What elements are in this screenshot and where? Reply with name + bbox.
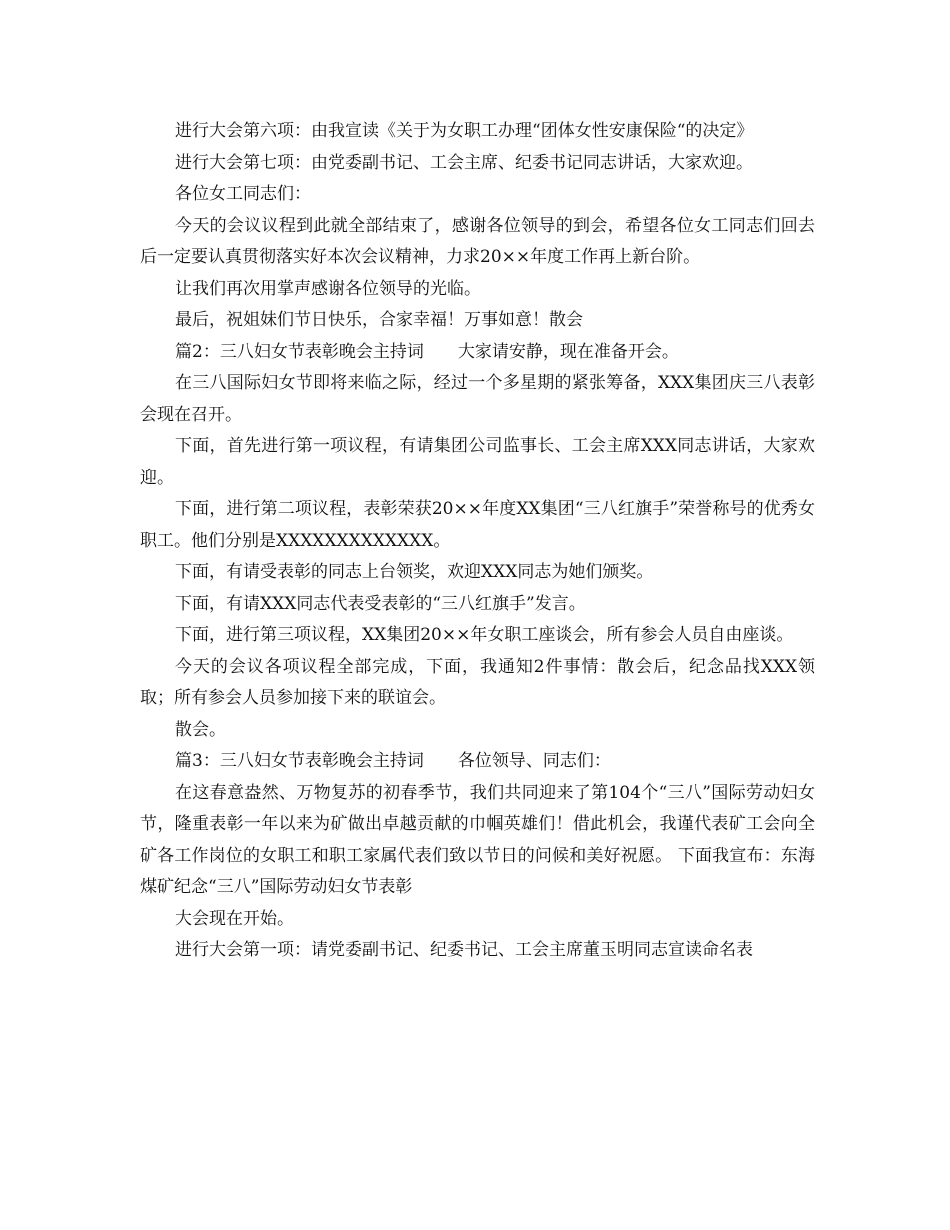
section-heading: 篇3：三八妇女节表彰晚会主持词 各位领导、同志们： <box>175 751 611 771</box>
paragraph: 下面，首先进行第一项议程，有请集团公司监事长、工会主席XXX同志讲话，大家欢迎。 <box>140 436 815 488</box>
paragraph: 在这春意盎然、万物复苏的初春季节，我们共同迎来了第104个“三八”国际劳动妇女节，隆重表彰一年以来为矿做出卓越贡献的巾帼英雄们！借此机会，我谨代表矿工会向全矿各工作岗位的女职工和职工家属代表们致以节日的问候和美好祝愿。 下面我宣布：东海煤矿纪念“三八”国际劳动妇女节表彰 <box>140 782 815 897</box>
paragraph: 让我们再次用掌声感谢各位领导的光临。 <box>175 278 482 299</box>
section-heading: 篇2：三八妇女节表彰晚会主持词 大家请安静，现在准备开会。 <box>175 341 679 362</box>
paragraph: 大会现在开始。 <box>175 908 295 929</box>
paragraph: 进行大会第七项：由党委副书记、工会主席、纪委书记同志讲话，大家欢迎。 <box>175 152 754 173</box>
paragraph: 下面，有请受表彰的同志上台领奖，欢迎XXX同志为她们颁奖。 <box>175 562 654 582</box>
paragraph: 今天的会议各项议程全部完成，下面，我通知2件事情：散会后，纪念品找XXX领取；所有参会人员参加接下来的联谊会。 <box>140 656 815 708</box>
paragraph: 在三八国际妇女节即将来临之际，经过一个多星期的紧张筹备，XXX集团庆三八表彰会现在召开。 <box>140 373 815 425</box>
paragraph: 进行大会第一项：请党委副书记、纪委书记、工会主席董玉明同志宣读命名表 <box>175 940 754 960</box>
paragraph: 进行大会第六项：由我宣读《关于为女职工办理“团体女性安康保险“的决定》 <box>175 121 754 141</box>
paragraph: 下面，进行第二项议程，表彰荣获20××年度XX集团“三八红旗手”荣誉称号的优秀女职工。他们分别是XXXXXXXXXXXXX。 <box>140 499 815 551</box>
paragraph: 下面，进行第三项议程，XX集团20××年女职工座谈会，所有参会人员自由座谈。 <box>175 625 794 645</box>
paragraph: 最后，祝姐妹们节日快乐，合家幸福！万事如意！散会 <box>175 310 584 330</box>
paragraph: 今天的会议议程到此就全部结束了，感谢各位领导的到会，希望各位女工同志们回去后一定要认真贯彻落实好本次会议精神，力求20××年度工作再上新台阶。 <box>140 215 815 267</box>
paragraph: 下面，有请XXX同志代表受表彰的“三八红旗手”发言。 <box>175 593 586 614</box>
paragraph: 各位女工同志们： <box>175 184 312 204</box>
paragraph: 散会。 <box>175 719 227 740</box>
document-body <box>140 116 815 967</box>
